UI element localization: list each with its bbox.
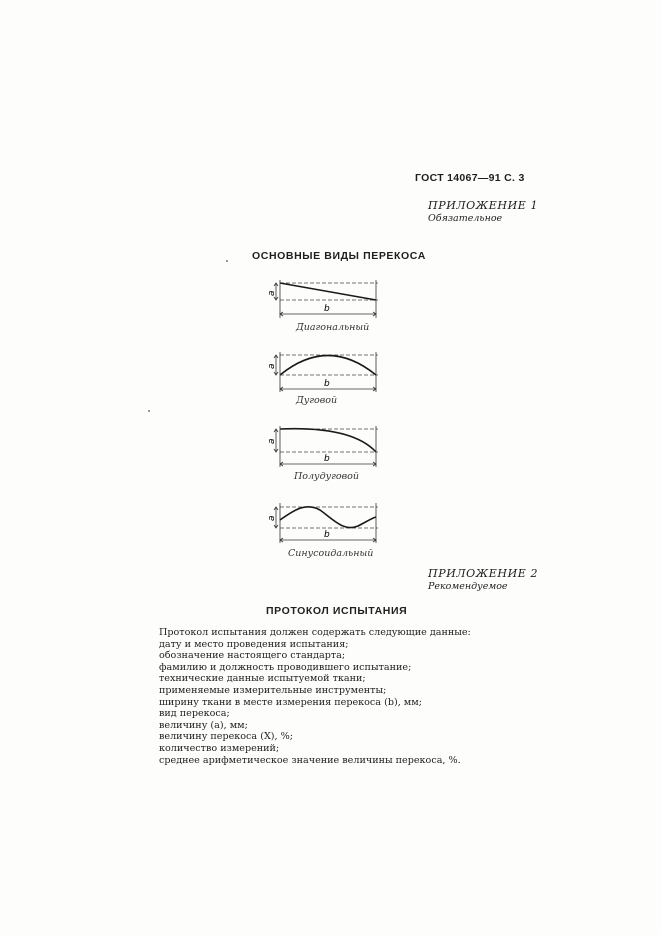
appendix-2-title: ПРИЛОЖЕНИЕ 2 (428, 567, 539, 580)
dim-b-label: b (324, 530, 330, 540)
dim-a-label: a (267, 290, 277, 296)
protocol-line: дату и место проведения испытания; (159, 638, 349, 650)
dim-b-label: b (324, 379, 330, 389)
arc-skew-diagram (262, 350, 392, 395)
protocol-line: фамилию и должность проводившего испытание; (159, 661, 412, 673)
protocol-line: технические данные испытуемой ткани; (159, 673, 366, 685)
scan-speck (226, 260, 228, 262)
dim-b-label: b (324, 454, 330, 464)
document-code: ГОСТ 14067—91 С. 3 (415, 172, 525, 184)
diagonal-skew-diagram (262, 278, 392, 320)
protocol-line: вид перекоса; (159, 708, 230, 720)
caption-half-arc: Полудуговой (294, 471, 359, 482)
protocol-title: ПРОТОКОЛ ИСПЫТАНИЯ (266, 605, 408, 617)
protocol-line: величину перекоса (X), %; (159, 731, 293, 743)
protocol-line: среднее арифметическое значение величины перекоса, %. (159, 754, 461, 766)
caption-diagonal: Диагональный (296, 322, 370, 333)
protocol-list (159, 627, 471, 766)
appendix-1-status: Обязательное (428, 213, 503, 224)
dim-b-label: b (324, 304, 330, 314)
protocol-line: обозначение настоящего стандарта; (159, 650, 346, 662)
protocol-line: ширину ткани в месте измерения перекоса (b), мм; (159, 696, 422, 708)
half-arc-skew-diagram (262, 424, 392, 470)
protocol-line: применяемые измерительные инструменты; (159, 684, 387, 696)
protocol-line: Протокол испытания должен содержать следующие данные: (159, 627, 471, 638)
appendix-1-title: ПРИЛОЖЕНИЕ 1 (428, 199, 539, 212)
dim-a-label: a (267, 515, 277, 521)
caption-arc: Дуговой (296, 395, 338, 406)
dim-a-label: a (267, 363, 277, 369)
sinusoidal-skew-diagram (262, 500, 392, 546)
skew-section-title: ОСНОВНЫЕ ВИДЫ ПЕРЕКОСА (252, 250, 426, 262)
protocol-line: величину (a), мм; (159, 719, 248, 731)
appendix-2-status: Рекомендуемое (428, 581, 508, 592)
caption-sinusoidal: Синусоидальный (288, 548, 374, 559)
scan-speck (148, 410, 150, 412)
dim-a-label: a (267, 438, 277, 444)
protocol-line: количество измерений; (159, 742, 280, 754)
